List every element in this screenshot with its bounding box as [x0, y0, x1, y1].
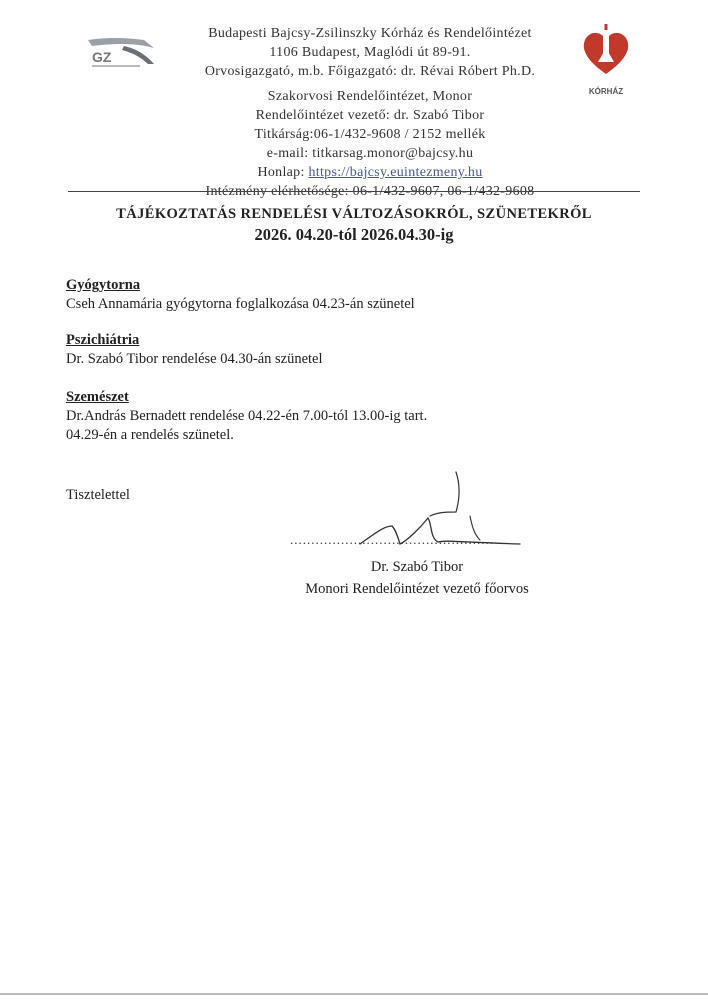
section-line: Dr.András Bernadett rendelése 04.22-én 7.00-tól 13.00-ig tart.: [66, 408, 428, 424]
section-pszichiatria: [66, 331, 626, 369]
section-gyogytorna: [66, 276, 626, 314]
svg-text:GZ: GZ: [92, 49, 112, 65]
unit-name: Szakorvosi Rendelőintézet, Monor: [267, 89, 473, 104]
website-line: [150, 163, 590, 182]
signatory-block: [290, 556, 544, 600]
section-line: Dr. Szabó Tibor rendelése 04.30-án szünetel: [66, 351, 323, 367]
signatory-name: Dr. Szabó Tibor: [370, 559, 464, 575]
notice-date-range: 2026. 04.20-tól 2026.04.30-ig: [254, 225, 454, 244]
hospital-address: 1106 Budapest, Maglódi út 89-91.: [269, 45, 471, 60]
hospital-name: Budapesti Bajcsy-Zsilinszky Kórház és Rendelőintézet: [208, 26, 532, 41]
section-heading: Gyógytorna: [66, 277, 141, 293]
closing-greeting: Tisztelettel: [66, 487, 130, 503]
header-divider: [68, 191, 640, 192]
section-heading: Szemészet: [66, 389, 129, 405]
unit-head: Rendelőintézet vezető: dr. Szabó Tibor: [255, 108, 485, 123]
gz-logo-icon: [84, 34, 160, 70]
notice-title-line1: TÁJÉKOZTATÁS RENDELÉSI VÁLTOZÁSOKRÓL, SZÜNETEKRŐL: [116, 206, 592, 222]
email-line: e-mail: titkarsag.monor@bajcsy.hu: [266, 146, 474, 161]
section-line: 04.29-én a rendelés szünetel.: [66, 427, 234, 443]
hospital-director: Orvosigazgató, m.b. Főigazgató: dr. Révai Róbert Ph.D.: [204, 64, 536, 79]
section-line: Cseh Annamária gyógytorna foglalkozása 04.23-án szünetel: [66, 296, 415, 312]
notice-title: [40, 204, 668, 246]
signature-line: ................................................: [290, 532, 494, 547]
signatory-role: Monori Rendelőintézet vezető főorvos: [305, 581, 529, 597]
section-szemeszet: [66, 388, 626, 445]
contact-line: Intézmény elérhetősége: 06-1/432-9607, 06-1/432-9608: [205, 184, 535, 199]
section-heading: Pszichiátria: [66, 332, 140, 348]
website-label: Honlap:: [257, 165, 309, 180]
website-link[interactable]: https://bajcsy.euintezmeny.hu: [308, 165, 483, 180]
secretariat-phone: Titkárság:06-1/432-9608 / 2152 mellék: [254, 127, 486, 142]
svg-text:KÓRHÁZ: KÓRHÁZ: [588, 87, 624, 96]
letterhead: [150, 24, 590, 201]
scan-edge: [0, 993, 708, 995]
